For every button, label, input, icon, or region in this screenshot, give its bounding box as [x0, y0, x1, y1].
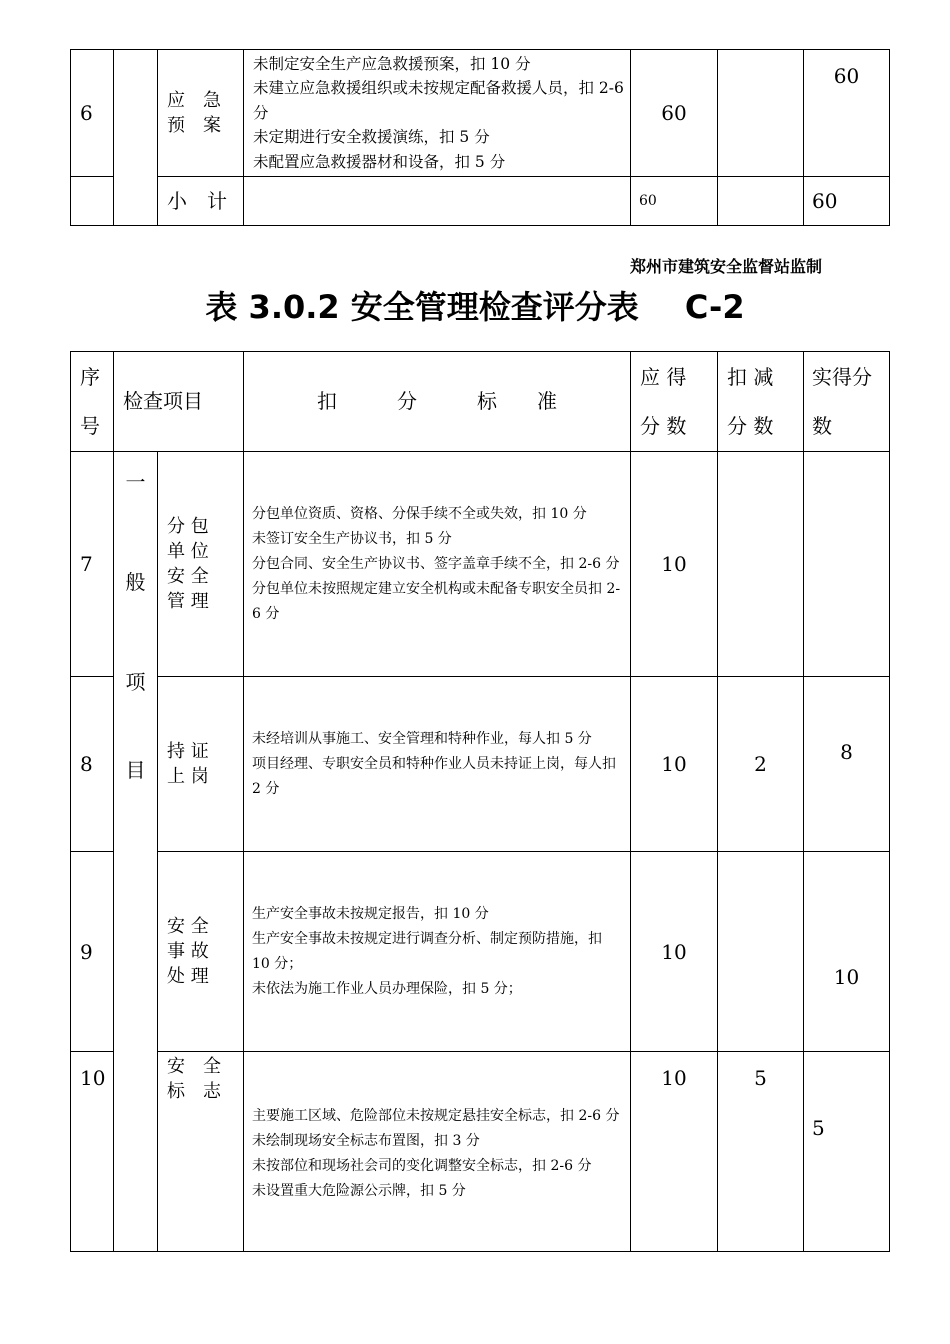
row-number: 7 [71, 452, 114, 677]
actual-score: 5 [804, 1052, 890, 1252]
criteria-line: 未建立应急救援组织或未按规定配备救援人员，扣 2-6 分 [253, 79, 624, 122]
criteria-line: 未设置重大危险源公示牌，扣 5 分 [252, 1182, 466, 1199]
category-char: 一 [125, 470, 146, 494]
row-number: 10 [71, 1052, 114, 1252]
form-code: C-2 [684, 288, 745, 326]
category-char: 般 [125, 570, 146, 594]
criteria-cell [244, 677, 631, 852]
header-criteria: 扣 分 标 准 [244, 352, 631, 452]
criteria-line: 未绘制现场安全标志布置图，扣 3 分 [252, 1132, 480, 1149]
actual-score: 8 [804, 677, 890, 852]
header-should: 应 得 分 数 [631, 352, 718, 452]
subtotal-actual: 60 [804, 177, 890, 226]
check-item: 安 全 事 故 处 理 [158, 852, 244, 1052]
category-char: 项 [125, 670, 146, 694]
should-score: 60 [631, 50, 718, 177]
deduct-score [718, 452, 804, 677]
page-title [0, 282, 950, 328]
subtotal-deduct [718, 177, 804, 226]
subtotal-should: 60 [631, 177, 718, 226]
header-item: 检查项目 [114, 352, 244, 452]
criteria-line: 项目经理、专职安全员和特种作业人员未持证上岗，每人扣 2 分 [252, 755, 616, 797]
actual-score: 10 [804, 852, 890, 1052]
criteria-line: 未经培训从事施工、安全管理和特种作业，每人扣 5 分 [252, 730, 592, 747]
criteria-line: 未定期进行安全救援演练，扣 5 分 [253, 128, 490, 147]
criteria-cell [244, 852, 631, 1052]
deduct-score: 5 [718, 1052, 804, 1252]
category-cell [114, 50, 158, 226]
table-row [71, 50, 890, 177]
subtotal-label: 小 计 [158, 177, 244, 226]
header-actual: 实得分 数 [804, 352, 890, 452]
criteria-line: 未依法为施工作业人员办理保险，扣 5 分； [252, 980, 522, 997]
header-seq: 序 号 [71, 352, 114, 452]
deduct-score: 2 [718, 677, 804, 852]
category-cell [114, 452, 158, 1252]
deduct-score [718, 852, 804, 1052]
continuation-table [70, 49, 890, 226]
criteria-line: 主要施工区域、危险部位未按规定悬挂安全标志，扣 2-6 分 [252, 1107, 620, 1124]
table-row [71, 1052, 890, 1252]
actual-score [804, 452, 890, 677]
title-text: 表 3.0.2 安全管理检查评分表 [205, 288, 639, 326]
table-row [71, 852, 890, 1052]
criteria-line: 未按部位和现场社会司的变化调整安全标志，扣 2-6 分 [252, 1157, 592, 1174]
row-number: 6 [71, 50, 114, 177]
score-table [70, 351, 890, 1252]
header-deduct: 扣 减 分 数 [718, 352, 804, 452]
subtotal-row [71, 177, 890, 226]
criteria-line: 未制定安全生产应急救援预案，扣 10 分 [253, 54, 531, 73]
criteria-line: 分包合同、安全生产协议书、签字盖章手续不全，扣 2-6 分 [252, 555, 620, 572]
table-row [71, 677, 890, 852]
should-score: 10 [631, 677, 718, 852]
should-score: 10 [631, 452, 718, 677]
criteria-line: 生产安全事故未按规定进行调查分析、制定预防措施，扣 10 分； [252, 930, 602, 972]
criteria-cell [244, 1052, 631, 1252]
row-number [71, 177, 114, 226]
deduct-score [718, 50, 804, 177]
supervise-text: 郑州市建筑安全监督站监制 [630, 257, 823, 276]
criteria-cell [244, 452, 631, 677]
criteria-line: 分包单位资质、资格、分保手续不全或失效，扣 10 分 [252, 505, 587, 522]
criteria-line: 生产安全事故未按规定报告，扣 10 分 [252, 905, 489, 922]
criteria-line: 分包单位未按照规定建立安全机构或未配备专职安全员扣 2-6 分 [252, 580, 621, 622]
should-score: 10 [631, 1052, 718, 1252]
criteria-line: 未配置应急救援器材和设备，扣 5 分 [253, 152, 506, 171]
criteria-cell [244, 50, 631, 177]
criteria-line: 未签订安全生产协议书，扣 5 分 [252, 530, 452, 547]
check-item: 安 全 标 志 [158, 1052, 244, 1252]
check-item: 持 证 上 岗 [158, 677, 244, 852]
table-row [71, 452, 890, 677]
should-score: 10 [631, 852, 718, 1052]
category-char: 目 [125, 758, 146, 782]
row-number: 9 [71, 852, 114, 1052]
check-item: 应 急 预 案 [158, 50, 244, 177]
criteria-cell [244, 177, 631, 226]
actual-score: 60 [804, 50, 890, 177]
check-item: 分 包 单 位 安 全 管 理 [158, 452, 244, 677]
header-row [71, 352, 890, 452]
row-number: 8 [71, 677, 114, 852]
